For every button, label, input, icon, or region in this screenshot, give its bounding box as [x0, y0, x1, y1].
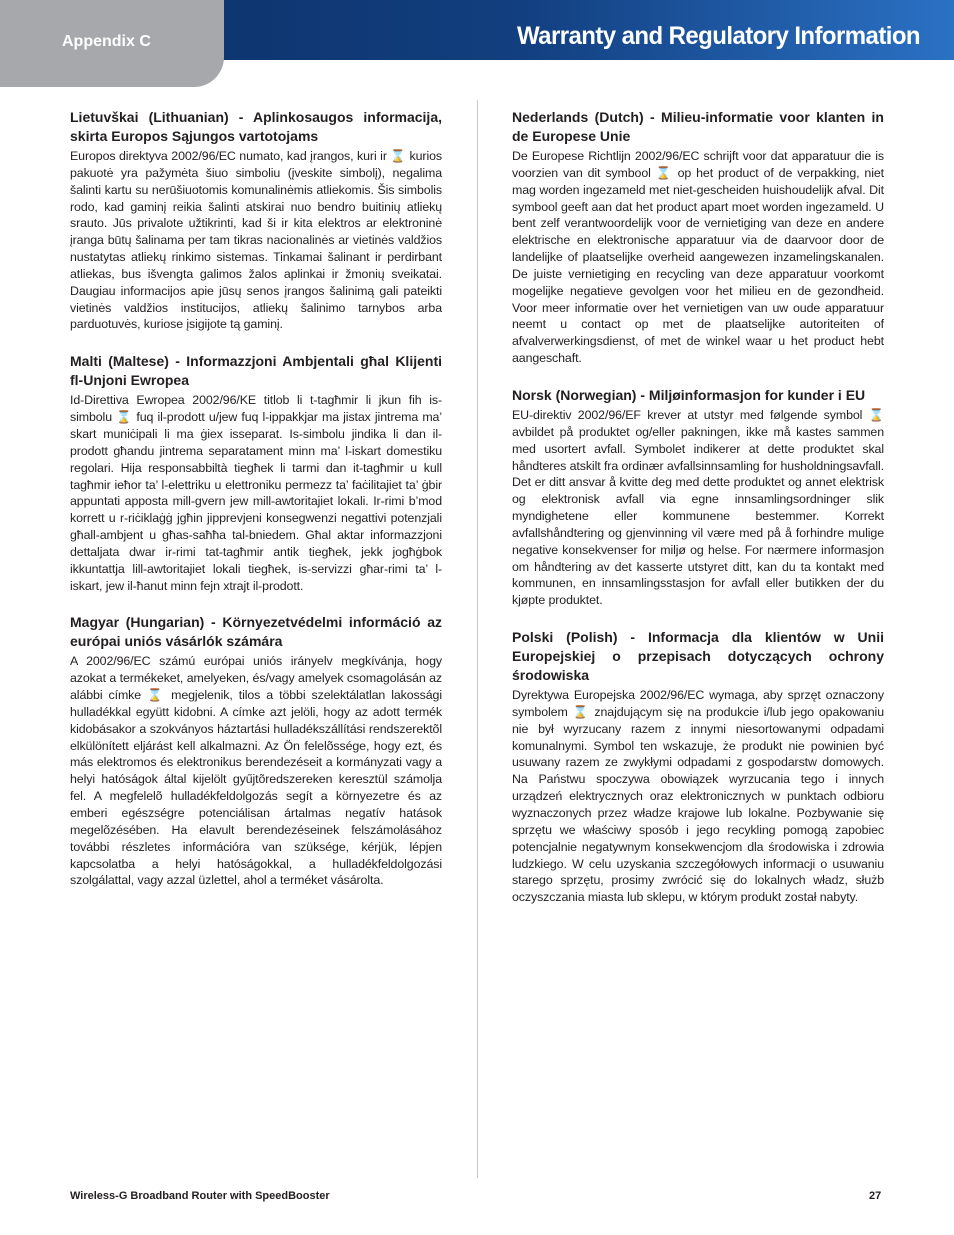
section-body: Id-Direttiva Ewropea 2002/96/KE titlob li t-tagħmir li jkun fih is-simbolu ⌛ fuq il-prodott u/jew fuq l-ippakkjar ma jistax jintrema ma’ skart muniċipali li ma ġiex isseparat. Is-simbolu jindika li dan il-prodott għandu jintrema separatament minn ma’ l-iskart domestiku regolari. Hija responsabbiltà tiegħek li tarmi dan it-tagħmir u kull tagħmir ieħor ta’ l-elettriku u elettroniku permezz ta’ faċilitajiet ta’ ġbir appuntati apposta mill-gvern jew mill-awtoritajiet lokali. Ir-rimi b’mod korrett u r-riċiklaġġ jgħin jipprevjeni konsegwenzi negattivi potenzjali għall-ambjent u għas-saħħa tal-bniedem. Għal aktar informazzjoni dettaljata dwar ir-rimi tat-tagħmir antik tiegħek, jekk jogħġbok ikkuntattja lill-awtoritajiet lokali tiegħek, is-servizzi għar-rimi ta’ l-iskart, jew il-ħanut minn fejn xtrajt il-prodott.: [70, 393, 442, 593]
section-dutch: [512, 108, 884, 367]
section-body: Europos direktyva 2002/96/EC numato, kad įrangos, kuri ir ⌛ kurios pakuotė yra pažymėta šiuo simboliu (įveskite simbolį), negalima šalinti kartu su nerūšiuotomis komunalinėmis atliekomis. Šis simbolis rodo, kad gaminį reikia šalinti atskirai nuo bendro buitinių atliekų srauto. Jūs privalote užtikrinti, kad ši ir kita elektros ar elektroninė įranga būtų šalinama per tam tikras nacionalinės ar vietinės valdžios nustatytas atliekų rinkimo sistemas. Tinkamai šalinant ir perdirbant atliekas, bus išvengta galimos žalos aplinkai ir žmonių sveikatai. Daugiau informacijos apie jūsų senos įrangos šalinimą gali pateikti vietinės valdžios institucijos, atliekų šalinimo tarnybos arba parduotuvės, kuriose įsigijote tą gaminį.: [70, 149, 442, 332]
section-title: Nederlands (Dutch) - Milieu-informatie voor klanten in de Europese Unie: [512, 109, 884, 144]
appendix-label: Appendix C: [62, 33, 151, 50]
section-title: Lietuvškai (Lithuanian) - Aplinkosaugos informacija, skirta Europos Sąjungos vartotojams: [70, 109, 442, 144]
footer-page-number: 27: [869, 1190, 882, 1202]
footer-product-name: Wireless-G Broadband Router with SpeedBooster: [70, 1190, 330, 1202]
section-title: Magyar (Hungarian) - Környezetvédelmi információ az európai uniós vásárlók számára: [70, 614, 442, 650]
section-title: Norsk (Norwegian) - Miljøinformasjon for kunder i EU: [512, 386, 866, 403]
section-maltese: [70, 352, 442, 594]
section-norwegian: [512, 386, 884, 609]
section-title: Malti (Maltese) - Informazzjoni Ambjentali għal Klijenti fl-Unjoni Ewropea: [70, 353, 442, 389]
section-body: EU-direktiv 2002/96/EF krever at utstyr med følgende symbol ⌛ avbildet på produktet og/eller pakningen, ikke må kastes sammen med usortert avfall. Symbolet indikerer at dette produktet skal håndteres atskilt fra ordinær avfallsinnsamling for husholdningsavfall. Det er ditt ansvar å kvitte deg med dette produktet og annet elektrisk og elektronisk avfall via egne innsamlingsordninger slik myndighetene eller kommunene bestemmer. Korrekt avfallshåndtering og gjenvinning vil være med på å forhindre mulige negative konsekvenser for miljø og helse. For nærmere informasjon om håndtering av det kasserte utstyret ditt, kan du ta kontakt med kommunen, en innsamlingsstasjon for avfall eller butikken der du kjøpte produktet.: [512, 407, 884, 608]
section-lithuanian: [70, 108, 442, 333]
section-body: Dyrektywa Europejska 2002/96/EC wymaga, aby sprzęt oznaczony symbolem ⌛ znajdującym się na produkcie i/lub jego opakowaniu nie był wyrzucany razem z innymi niesortowanymi odpadami komunalnymi. Symbol ten wskazuje, że produkt nie powinien być usuwany razem ze zwykłymi odpadami z gospodarstw domowych. Na Państwu spoczywa obowiązek wyrzucania tego i innych urządzeń elektrycznych oraz elektronicznych w punktach odbioru wyznaczonych przez władze krajowe lub lokalne. Pozbywanie się sprzętu we właściwy sposób i jego recykling pomogą zapobiec potencjalnie negatywnym konsekwencjom dla środowiska i zdrowia ludzkiego. W celu uzyskania szczegółowych informacji o usuwaniu starego sprzętu, prosimy zwrócić się do lokalnych władz, służb oczyszczania miasta lub sklepu, w którym produkt został nabyty.: [512, 688, 884, 905]
section-title: Polski (Polish) - Informacja dla klientów w Unii Europejskiej o przepisach dotyczących ochrony środowiska: [512, 629, 884, 684]
column-divider: [477, 100, 478, 1178]
section-body: A 2002/96/EC számú európai uniós irányelv megkívánja, hogy azokat a termékeket, amelyeken, és/vagy amelyek csomagolásán az alábbi címke ⌛ megjelenik, tilos a többi szelektálatlan lakossági hulladékkal együtt kidobni. A címke azt jelöli, hogy az adott termék kidobásakor a szokványos háztartási hulladékszállítási rendszerektõl elkülönített eljárást kell alkalmazni. Az Ön felelõssége, hogy ezt, és más elektromos és elektronikus berendezéseit a kormányzati vagy a helyi hatóságok által kijelölt gyűjtõredszereken keresztül számolja fel. A megfelelõ hulladékfeldolgozás segít a környezetre és az emberi egészségre potenciálisan ártalmas negatív hatások megelõzésében. Ha elavult berendezéseinek felszámolásához további részletes információra van szüksége, kérjük, lépjen kapcsolatba a helyi hatóságokkal, a hulladékfeldolgozási szolgálattal, vagy azzal üzlettel, ahol a terméket vásárolta.: [70, 654, 442, 888]
page-title: Warranty and Regulatory Information: [517, 22, 921, 50]
right-column: [512, 108, 884, 906]
section-polish: [512, 628, 884, 906]
section-body: De Europese Richtlijn 2002/96/EC schrijft voor dat apparatuur die is voorzien van dit symbool ⌛ op het product of de verpakking, niet mag worden ingezameld met niet-gescheiden huishoudelijk afval. Dit symbool geeft aan dat het product apart moet worden ingezameld. U bent zelf verantwoordelijk voor de vernietiging van deze en andere elektrische en elektronische apparatuur via de daarvoor door de landelijke of plaatselijke overheid aangewezen inzamelingskanalen. De juiste vernietiging en recycling van deze apparatuur voorkomt mogelijke negatieve gevolgen voor het milieu en de gezondheid. Voor meer informatie over het vernietigen van uw oude apparatuur neemt u contact op met de plaatselijke autoriteiten of afvalverwerkingsdienst, of met de winkel waar u het product hebt aangeschaft.: [512, 149, 884, 366]
left-column: [70, 108, 442, 889]
section-hungarian: [70, 613, 442, 889]
